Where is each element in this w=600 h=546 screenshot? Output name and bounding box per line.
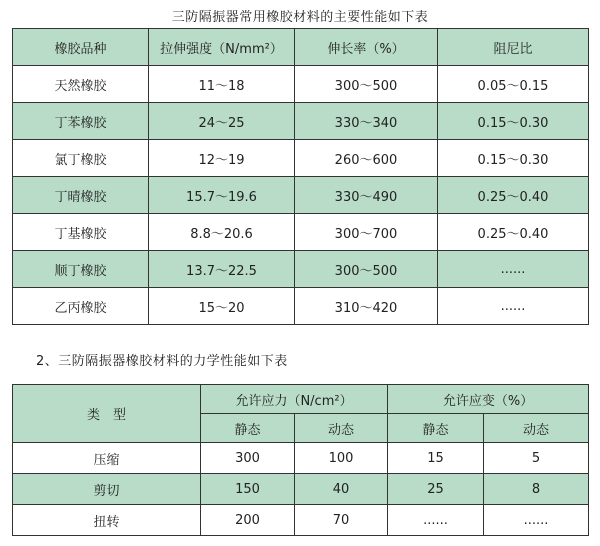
cell-rubber-type: 乙丙橡胶 xyxy=(13,288,149,325)
cell-damping-ratio: 0.25～0.40 xyxy=(438,177,589,214)
cell-elongation: 330～340 xyxy=(295,103,438,140)
table-row xyxy=(13,443,589,474)
cell-damping-ratio: 0.05～0.15 xyxy=(438,66,589,103)
cell-damping-ratio: 0.15～0.30 xyxy=(438,140,589,177)
cell-tensile-strength: 15.7～19.6 xyxy=(149,177,295,214)
cell-damping-ratio: ...... xyxy=(438,251,589,288)
cell-tensile-strength: 11～18 xyxy=(149,66,295,103)
subheader-stress-dynamic: 动态 xyxy=(295,414,388,443)
table-row xyxy=(13,103,589,140)
cell-damping-ratio: 0.25～0.40 xyxy=(438,214,589,251)
subheader-strain-static: 静态 xyxy=(388,414,484,443)
mechanical-properties-table xyxy=(12,384,589,536)
cell-elongation: 310～420 xyxy=(295,288,438,325)
header-tensile-strength: 拉伸强度（N/mm²） xyxy=(149,29,295,66)
cell-strain-dynamic: ...... xyxy=(484,505,589,536)
cell-strain-static: ...... xyxy=(388,505,484,536)
cell-rubber-type: 丁晴橡胶 xyxy=(13,177,149,214)
cell-type: 扭转 xyxy=(13,505,201,536)
cell-stress-dynamic: 40 xyxy=(295,474,388,505)
cell-strain-dynamic: 8 xyxy=(484,474,589,505)
cell-elongation: 330～490 xyxy=(295,177,438,214)
header-damping-ratio: 阻尼比 xyxy=(438,29,589,66)
header-rubber-type: 橡胶品种 xyxy=(13,29,149,66)
table-row xyxy=(13,251,589,288)
cell-stress-dynamic: 70 xyxy=(295,505,388,536)
cell-strain-dynamic: 5 xyxy=(484,443,589,474)
rubber-properties-table xyxy=(12,28,589,325)
cell-tensile-strength: 13.7～22.5 xyxy=(149,251,295,288)
table-row xyxy=(13,177,589,214)
cell-rubber-type: 丁基橡胶 xyxy=(13,214,149,251)
cell-stress-static: 200 xyxy=(201,505,295,536)
table-row xyxy=(13,140,589,177)
table-row xyxy=(13,214,589,251)
cell-rubber-type: 顺丁橡胶 xyxy=(13,251,149,288)
cell-strain-static: 15 xyxy=(388,443,484,474)
cell-rubber-type: 丁苯橡胶 xyxy=(13,103,149,140)
header-allowable-stress: 允许应力（N/cm²） xyxy=(201,385,388,414)
table-row xyxy=(13,474,589,505)
cell-elongation: 300～700 xyxy=(295,214,438,251)
cell-elongation: 260～600 xyxy=(295,140,438,177)
cell-tensile-strength: 12～19 xyxy=(149,140,295,177)
header-elongation: 伸长率（%） xyxy=(295,29,438,66)
cell-damping-ratio: ...... xyxy=(438,288,589,325)
cell-type: 压缩 xyxy=(13,443,201,474)
table2-title: 2、三防隔振器橡胶材料的力学性能如下表 xyxy=(36,354,288,369)
cell-tensile-strength: 24～25 xyxy=(149,103,295,140)
subheader-strain-dynamic: 动态 xyxy=(484,414,589,443)
table-row xyxy=(13,505,589,536)
table1-header-row xyxy=(13,29,589,66)
cell-type: 剪切 xyxy=(13,474,201,505)
cell-damping-ratio: 0.15～0.30 xyxy=(438,103,589,140)
cell-strain-static: 25 xyxy=(388,474,484,505)
header-type: 类 型 xyxy=(13,385,201,443)
cell-stress-static: 300 xyxy=(201,443,295,474)
cell-tensile-strength: 8.8～20.6 xyxy=(149,214,295,251)
cell-elongation: 300～500 xyxy=(295,66,438,103)
subheader-stress-static: 静态 xyxy=(201,414,295,443)
cell-rubber-type: 氯丁橡胶 xyxy=(13,140,149,177)
cell-tensile-strength: 15～20 xyxy=(149,288,295,325)
table1-title: 三防隔振器常用橡胶材料的主要性能如下表 xyxy=(171,10,429,25)
cell-elongation: 300～500 xyxy=(295,251,438,288)
table2-header-row xyxy=(13,385,589,414)
cell-stress-dynamic: 100 xyxy=(295,443,388,474)
cell-stress-static: 150 xyxy=(201,474,295,505)
header-allowable-strain: 允许应变（%） xyxy=(388,385,589,414)
table-row xyxy=(13,66,589,103)
table-row xyxy=(13,288,589,325)
cell-rubber-type: 天然橡胶 xyxy=(13,66,149,103)
